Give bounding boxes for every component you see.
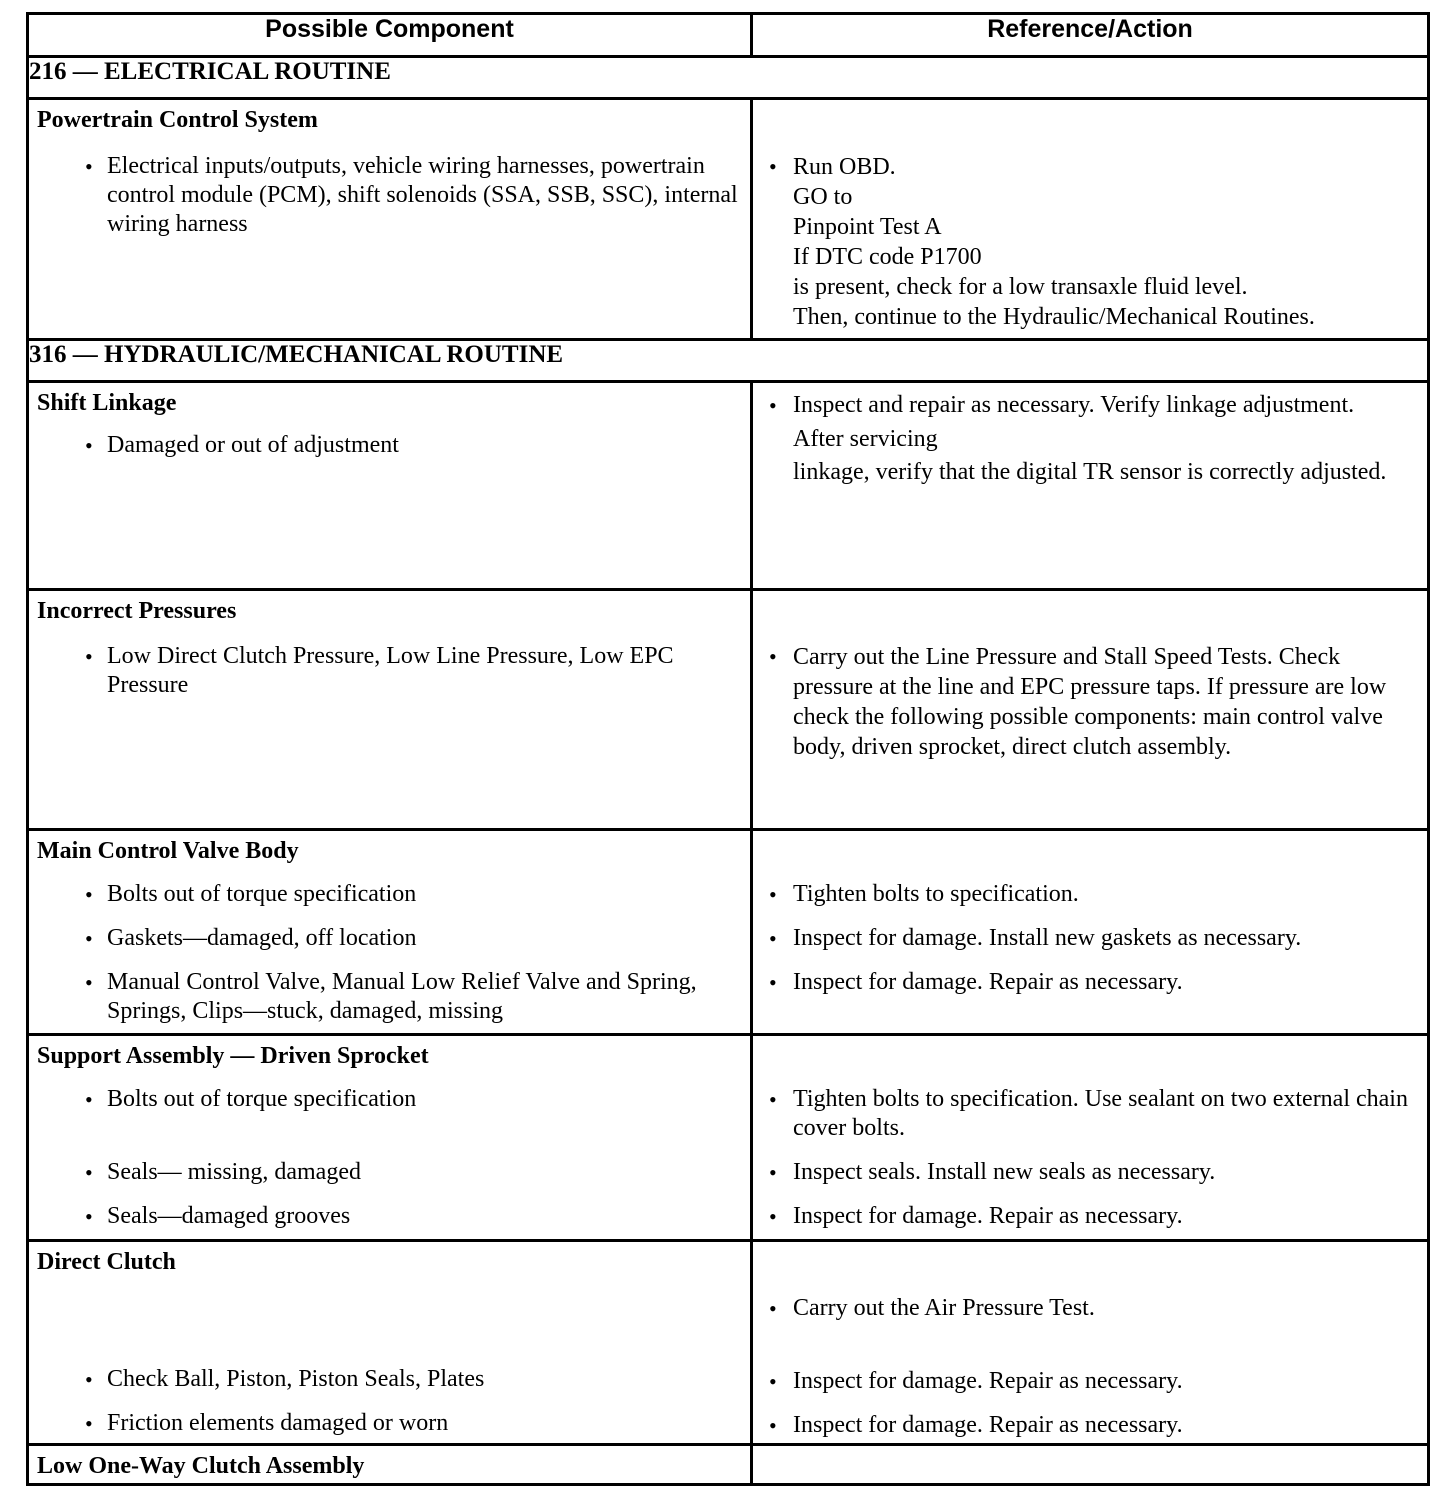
mcvb-action-cell (752, 830, 1429, 1035)
powertrain-component-cell (28, 99, 752, 340)
support-assembly-row (28, 1035, 1429, 1241)
shift-linkage-component-cell (28, 382, 752, 590)
pressures-component-cell (28, 590, 752, 830)
section-title: Low One-Way Clutch Assembly (37, 1453, 365, 1479)
direct-clutch-row (28, 1241, 1429, 1445)
header-reference-action: Reference/Action (752, 14, 1429, 57)
action-line: • Run OBD. (793, 154, 896, 180)
shift-linkage-action-cell (752, 382, 1429, 590)
action-item: • Tighten bolts to specification. (753, 880, 1427, 909)
action-item: • Inspect and repair as necessary. Verify linkage adjustment. (753, 389, 1427, 422)
action-item: • Inspect for damage. Repair as necessary. (753, 968, 1427, 997)
header-possible-component: Possible Component (28, 14, 752, 57)
incorrect-pressures-row (28, 590, 1429, 830)
mcvb-component-cell (28, 830, 752, 1035)
support-component-cell (28, 1035, 752, 1241)
list-item: • Seals—damaged grooves (29, 1202, 750, 1231)
low-one-way-clutch-row (28, 1445, 1429, 1485)
electrical-routine-row (28, 57, 1429, 99)
list-item: • Bolts out of torque specification (29, 880, 750, 909)
action-item (753, 152, 1427, 332)
list-item: • Low Direct Clutch Pressure, Low Line Pressure, Low EPC Pressure (29, 642, 750, 700)
action-item: • Inspect seals. Install new seals as necessary. (753, 1158, 1427, 1187)
hydraulic-routine-row (28, 340, 1429, 382)
action-line: After servicing (793, 426, 938, 452)
diagnosis-table (26, 12, 1430, 1486)
low-one-way-action-cell (752, 1445, 1429, 1485)
electrical-routine-title: 216 — ELECTRICAL ROUTINE (28, 57, 1429, 99)
powertrain-control-system-row (28, 99, 1429, 340)
list-item: • Seals— missing, damaged (29, 1158, 750, 1187)
direct-clutch-action-cell (752, 1241, 1429, 1445)
section-title: Incorrect Pressures (37, 598, 237, 624)
section-title: Support Assembly — Driven Sprocket (37, 1043, 429, 1069)
main-control-valve-body-row (28, 830, 1429, 1035)
list-item: • Gaskets—damaged, off location (29, 924, 750, 953)
action-item: • Inspect for damage. Install new gaskets as necessary. (753, 924, 1427, 953)
section-title: Main Control Valve Body (37, 838, 299, 864)
action-line: is present, check for a low transaxle fluid level. (793, 274, 1248, 300)
support-action-cell (752, 1035, 1429, 1241)
list-item: • Friction elements damaged or worn (29, 1409, 750, 1438)
section-title: Powertrain Control System (37, 107, 318, 133)
hydraulic-routine-title: 316 — HYDRAULIC/MECHANICAL ROUTINE (28, 340, 1429, 382)
direct-clutch-component-cell (28, 1241, 752, 1445)
action-line: Then, continue to the Hydraulic/Mechanical Routines. (793, 304, 1315, 330)
action-item: • Inspect for damage. Repair as necessary. (753, 1367, 1427, 1396)
action-item: • Inspect for damage. Repair as necessary. (753, 1202, 1427, 1231)
list-item: • Check Ball, Piston, Piston Seals, Plates (29, 1365, 750, 1394)
action-line: linkage, verify that the digital TR sensor is correctly adjusted. (793, 459, 1387, 485)
header-row (28, 14, 1429, 57)
list-item: • Electrical inputs/outputs, vehicle wiring harnesses, powertrain control module (PCM), shift solenoids (SSA, SSB, SSC), internal wiring harness (29, 152, 750, 239)
action-item: • Carry out the Line Pressure and Stall Speed Tests. Check pressure at the line and EPC pressure taps. If pressure are low check the following possible components: main control valve body, driven sprocket, direct clutch assembly. (753, 642, 1427, 762)
action-item: • Carry out the Air Pressure Test. (753, 1294, 1427, 1323)
low-one-way-component-cell (28, 1445, 752, 1485)
action-item: • Inspect for damage. Repair as necessary. (753, 1411, 1427, 1440)
list-item: • Bolts out of torque specification (29, 1085, 750, 1114)
pressures-action-cell (752, 590, 1429, 830)
list-item: • Manual Control Valve, Manual Low Relief Valve and Spring, Springs, Clips—stuck, damaged, missing (29, 968, 750, 1026)
action-item: • Tighten bolts to specification. Use sealant on two external chain cover bolts. (753, 1085, 1427, 1143)
action-line: GO to (793, 184, 853, 210)
action-line: If DTC code P1700 (793, 244, 982, 270)
section-title: Shift Linkage (37, 390, 177, 416)
section-title: Direct Clutch (37, 1249, 176, 1275)
list-item: • Damaged or out of adjustment (29, 431, 750, 460)
powertrain-action-cell (752, 99, 1429, 340)
action-line: Pinpoint Test A (793, 214, 942, 240)
shift-linkage-row (28, 382, 1429, 590)
